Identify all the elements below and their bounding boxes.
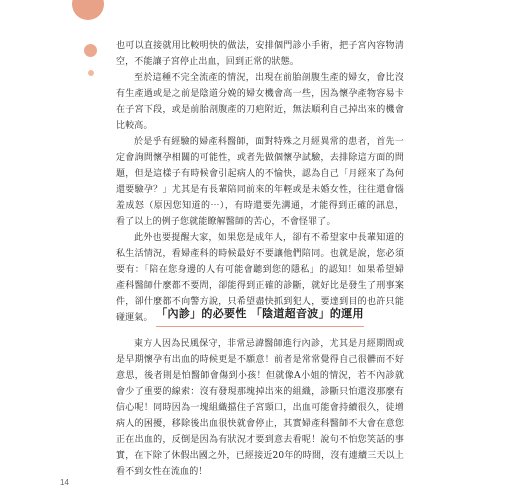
page-number: 14 <box>60 478 69 487</box>
paragraph: 於是乎有經驗的婦產科醫師，面對特殊之月經異常的患者，首先一定會詢問懷孕相關的可能性，或者先做個懷孕試驗，去排除這方面的問題，但是這樣子有時候會引起病人的不愉快，認為自己「月經來了為何還要驗孕？」尤其是有長輩陪同前來的年輕或是未婚女性，往往還會惱羞成怒（原因您知道的⋯），有時還要先溝通，才能得到正確的訊息，看了以上的例子您就能瞭解醫師的苦心，不會怪罪了。 <box>116 137 404 227</box>
paragraph: 東方人因為民風保守，非常忌諱醫師進行內診，尤其是月經期間或是早期懷孕有出血的時候更是不願意！前者是常常覺得自己很髒而不好意思，後者則是怕醫師會傷到小孩！但就像A小姐的情況，若不內診就會少了重要的線索：沒有發現那塊掉出來的組織，診斷只怕還沒那麼有信心呢！同時因為一塊組織擋住子宮頸口，出血可能會持續很久，徒增病人的困擾，移除後出血很快就會停止，其實婦產科醫師不大會在意您正在出血的，反倒是因為有狀況才要到意去看呢！說句不怕您笑話的事實，在下除了休假出國之外，已經接近20年的時間，沒有連續三天以上看不到女性在流血的！ <box>116 339 404 477</box>
decorative-circle-top <box>72 0 104 20</box>
body-text-top <box>116 38 404 326</box>
paragraph: 也可以直接就用比較明快的做法，安排個門診小手術，把子宮內容物清空，不能讓子宮停止出血，回到正常的狀態。 <box>116 41 404 67</box>
heading-underline <box>156 326 364 328</box>
section-heading-wrap <box>116 302 404 324</box>
decorative-dot-small <box>88 70 94 76</box>
paragraph: 此外也要提醒大家，如果您是成年人，卻有不希望家中長輩知道的私生活情況，看婦產科的時候最好不要讓他們陪同。也就是說，您必須要有：「陪在您身邊的人有可能會聽到您的隱私」的認知！如果希望婦產科醫師什麼都不要問，卻能得到正確的診斷，就好比是發生了刑事案件，卻什麼都不向警方說，只希望盡快抓到犯人，要達到目的也許只能碰運氣。 <box>116 233 404 323</box>
decorative-dot-large <box>84 44 97 57</box>
paragraph: 至於這種不完全流產的情況，出現在前胎剖腹生產的婦女，會比沒有生產過或是之前是陰道分娩的婦女機會高一些，因為懷孕產物容易卡在子宮下段，或是前胎剖腹產的刀疤附近，無法順利自己掉出來的機會比較高。 <box>116 73 404 131</box>
section-heading: 「內診」的必要性 「陰道超音波」的運用 <box>156 307 364 320</box>
body-text-bottom <box>116 336 404 480</box>
